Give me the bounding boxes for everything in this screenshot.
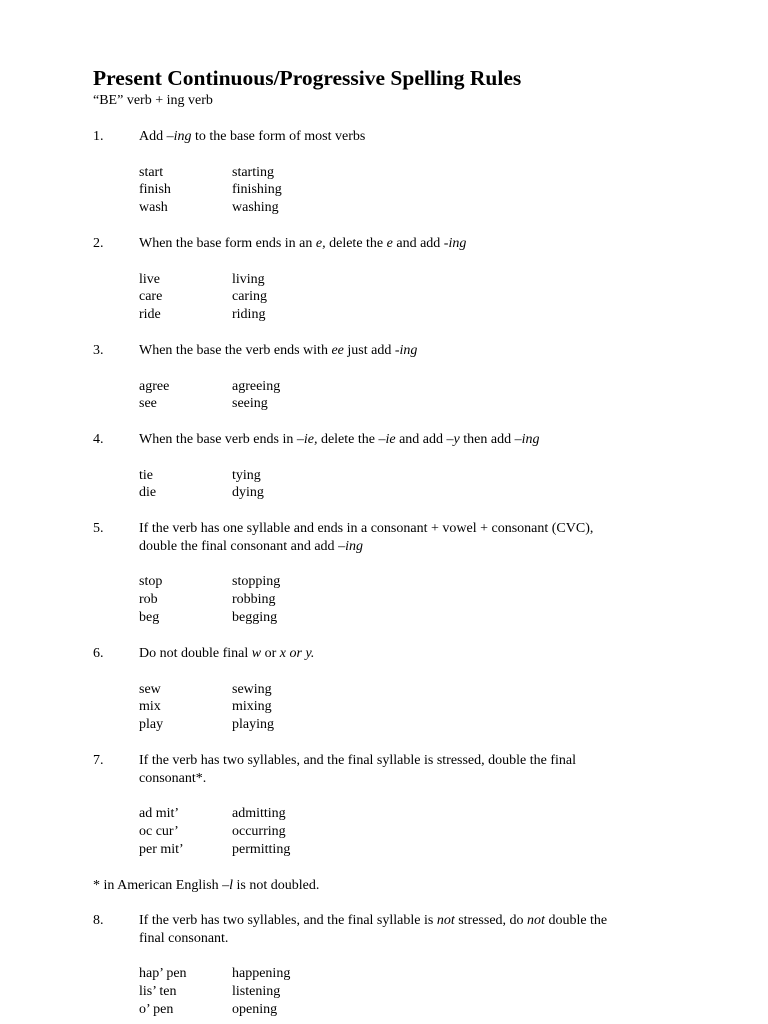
italic-text: e, <box>315 236 326 251</box>
ing-form: mixing <box>232 699 272 715</box>
base-verb: die <box>139 485 157 501</box>
ing-form: dying <box>232 485 264 501</box>
italic-text: –ing <box>514 432 540 447</box>
base-verb: lis’ ten <box>139 984 177 1000</box>
text-run: or <box>261 646 280 661</box>
text-run: Add <box>139 129 167 144</box>
text-run: double the <box>544 913 608 928</box>
italic-text: –ie, <box>296 432 318 447</box>
base-verb: play <box>139 717 164 733</box>
rule-text-continued <box>139 770 206 788</box>
rule-number: 5. <box>93 521 104 536</box>
ing-form: sewing <box>232 681 272 697</box>
italic-text: not <box>436 913 455 928</box>
page-subtitle: “BE” verb + ing verb <box>93 93 213 108</box>
rule-text <box>139 752 576 770</box>
rule-text-continued <box>139 538 363 556</box>
rule-text <box>139 645 314 663</box>
ing-form: tying <box>232 467 261 483</box>
base-verb: per mit’ <box>139 841 184 857</box>
italic-text: –y <box>446 432 460 447</box>
ing-form: permitting <box>232 841 291 857</box>
base-verb: see <box>139 396 157 412</box>
italic-text: -ing <box>443 236 467 251</box>
text-run: Do not double final <box>139 646 252 661</box>
base-verb: beg <box>139 609 160 625</box>
base-verb: oc cur’ <box>139 824 179 840</box>
text-run: consonant*. <box>139 770 207 786</box>
ing-form: starting <box>232 164 274 180</box>
text-run: If the verb has two syllables, and the final syllable is stressed, double the final <box>139 753 577 768</box>
ing-form: happening <box>232 966 291 982</box>
italic-text: not <box>527 913 545 928</box>
base-verb: wash <box>139 200 168 216</box>
italic-text: –l <box>222 878 233 893</box>
rule-text <box>139 128 365 146</box>
base-verb: rob <box>139 592 158 608</box>
text-run: When the base form ends in an <box>139 236 316 251</box>
ing-form: robbing <box>232 592 276 608</box>
ing-form: playing <box>232 717 274 733</box>
ing-form: listening <box>232 984 281 1000</box>
rule-number: 1. <box>93 129 104 144</box>
base-verb: agree <box>139 378 170 394</box>
text-run: * in American English <box>93 878 223 893</box>
italic-text: –ing <box>338 538 363 554</box>
ing-form: agreeing <box>232 378 281 394</box>
text-run: just add <box>343 343 395 358</box>
ing-form: begging <box>232 609 278 625</box>
ing-form: occurring <box>232 824 286 840</box>
ing-form: caring <box>232 289 267 305</box>
base-verb: hap’ pen <box>139 966 187 982</box>
ing-form: opening <box>232 1001 278 1017</box>
text-run: and add <box>395 432 447 447</box>
rule-number: 7. <box>93 753 104 768</box>
rule-text <box>139 431 539 449</box>
rule-number: 4. <box>93 432 104 447</box>
text-run: When the base verb ends in <box>139 432 297 447</box>
base-verb: stop <box>139 574 163 590</box>
page-title: Present Continuous/Progressive Spelling Rules <box>93 66 522 90</box>
italic-text: x or y. <box>279 646 315 661</box>
footnote <box>93 877 319 895</box>
base-verb: mix <box>139 699 161 715</box>
ing-form: washing <box>232 200 279 216</box>
base-verb: start <box>139 164 164 180</box>
base-verb: tie <box>139 467 153 483</box>
italic-text: ee <box>331 343 344 358</box>
base-verb: ride <box>139 307 161 323</box>
italic-text: –ie <box>378 432 396 447</box>
base-verb: sew <box>139 681 161 697</box>
base-verb: finish <box>139 182 171 198</box>
text-run: double the final consonant and add <box>139 538 339 554</box>
text-run: If the verb has two syllables, and the final syllable is <box>139 913 437 928</box>
base-verb: live <box>139 271 160 287</box>
rule-number: 6. <box>93 646 104 661</box>
italic-text: w <box>251 646 262 661</box>
italic-text: –ing <box>166 129 192 144</box>
rule-text <box>139 912 607 930</box>
text-run: If the verb has one syllable and ends in a consonant + vowel + consonant (CVC), <box>139 521 594 536</box>
rule-text <box>139 342 417 360</box>
ing-form: riding <box>232 307 266 323</box>
italic-text: e <box>386 236 393 251</box>
text-run: then add <box>459 432 515 447</box>
ing-form: finishing <box>232 182 282 198</box>
text-run: stressed, do <box>454 913 528 928</box>
text-run: delete the <box>325 236 387 251</box>
ing-form: seeing <box>232 396 268 412</box>
rule-text <box>139 235 466 253</box>
text-run: delete the <box>317 432 379 447</box>
rule-number: 8. <box>93 913 104 928</box>
base-verb: o’ pen <box>139 1001 174 1017</box>
ing-form: stopping <box>232 574 281 590</box>
base-verb: ad mit’ <box>139 806 180 822</box>
text-run: final consonant. <box>139 930 229 946</box>
text-run: is not doubled. <box>232 878 320 893</box>
rule-number: 2. <box>93 236 104 251</box>
ing-form: admitting <box>232 806 286 822</box>
rule-text <box>139 520 593 538</box>
text-run: and add <box>392 236 444 251</box>
text-run: to the base form of most verbs <box>191 129 366 144</box>
italic-text: -ing <box>394 343 418 358</box>
text-run: When the base the verb ends with <box>139 343 332 358</box>
base-verb: care <box>139 289 163 305</box>
ing-form: living <box>232 271 265 287</box>
rule-number: 3. <box>93 343 104 358</box>
rule-text-continued <box>139 930 228 948</box>
